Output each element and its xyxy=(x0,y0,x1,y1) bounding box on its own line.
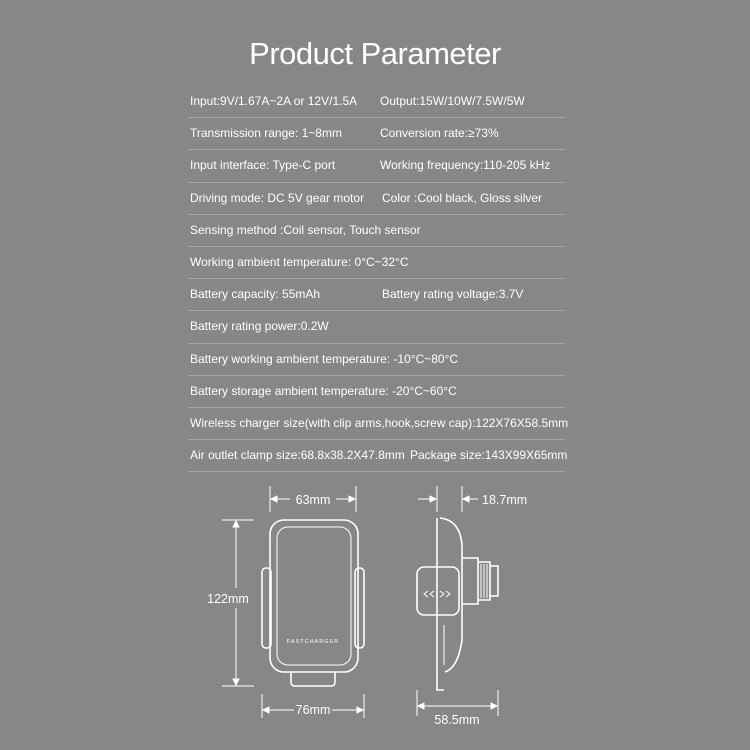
spec-right: Color :Cool black, Gloss silver xyxy=(382,190,543,205)
spec-left: Air outlet clamp size:68.8x38.2X47.8mm xyxy=(190,448,405,463)
spec-left: Working ambient temperature: 0°C~32°C xyxy=(190,254,409,269)
spec-left: Battery rating power:0.2W xyxy=(190,319,329,334)
side-bottom-depth-label: 58.5mm xyxy=(434,713,480,727)
front-top-width-label: 63mm xyxy=(295,493,331,507)
spec-left: Input interface: Type-C port xyxy=(190,158,336,173)
side-dimension-lines xyxy=(417,486,498,716)
spec-right: Package size:143X99X65mm xyxy=(410,448,568,463)
side-top-depth-label: 18.7mm xyxy=(482,493,528,507)
side-view-charger xyxy=(417,518,498,690)
spec-left: Transmission range: 1~8mm xyxy=(190,126,342,141)
spec-left: Battery working ambient temperature: -10°C~80°C xyxy=(190,351,459,366)
front-view-charger xyxy=(262,520,364,686)
spec-right: Output:15W/10W/7.5W/5W xyxy=(380,94,525,108)
spec-right: Working frequency:110-205 kHz xyxy=(380,158,551,173)
spec-left: Battery capacity: 55mAh xyxy=(190,287,321,302)
page-title: Product Parameter xyxy=(249,36,501,71)
brand-label: FASTCHARGER xyxy=(286,639,340,645)
spec-left: Battery storage ambient temperature: -20°C~60°C xyxy=(190,383,457,398)
front-height-label: 122mm xyxy=(207,592,249,606)
spec-right: Battery rating voltage:3.7V xyxy=(382,287,524,302)
front-bottom-width-label: 76mm xyxy=(295,703,331,717)
spec-left: Sensing method :Coil sensor, Touch sensor xyxy=(190,222,421,237)
spec-left: Driving mode: DC 5V gear motor xyxy=(190,190,365,205)
spec-left: Wireless charger size(with clip arms,hook,screw cap):122X76X58.5mm xyxy=(190,415,569,430)
spec-left: Input:9V/1.67A~2A or 12V/1.5A xyxy=(190,94,358,108)
spec-right: Conversion rate:≥73% xyxy=(380,126,499,141)
